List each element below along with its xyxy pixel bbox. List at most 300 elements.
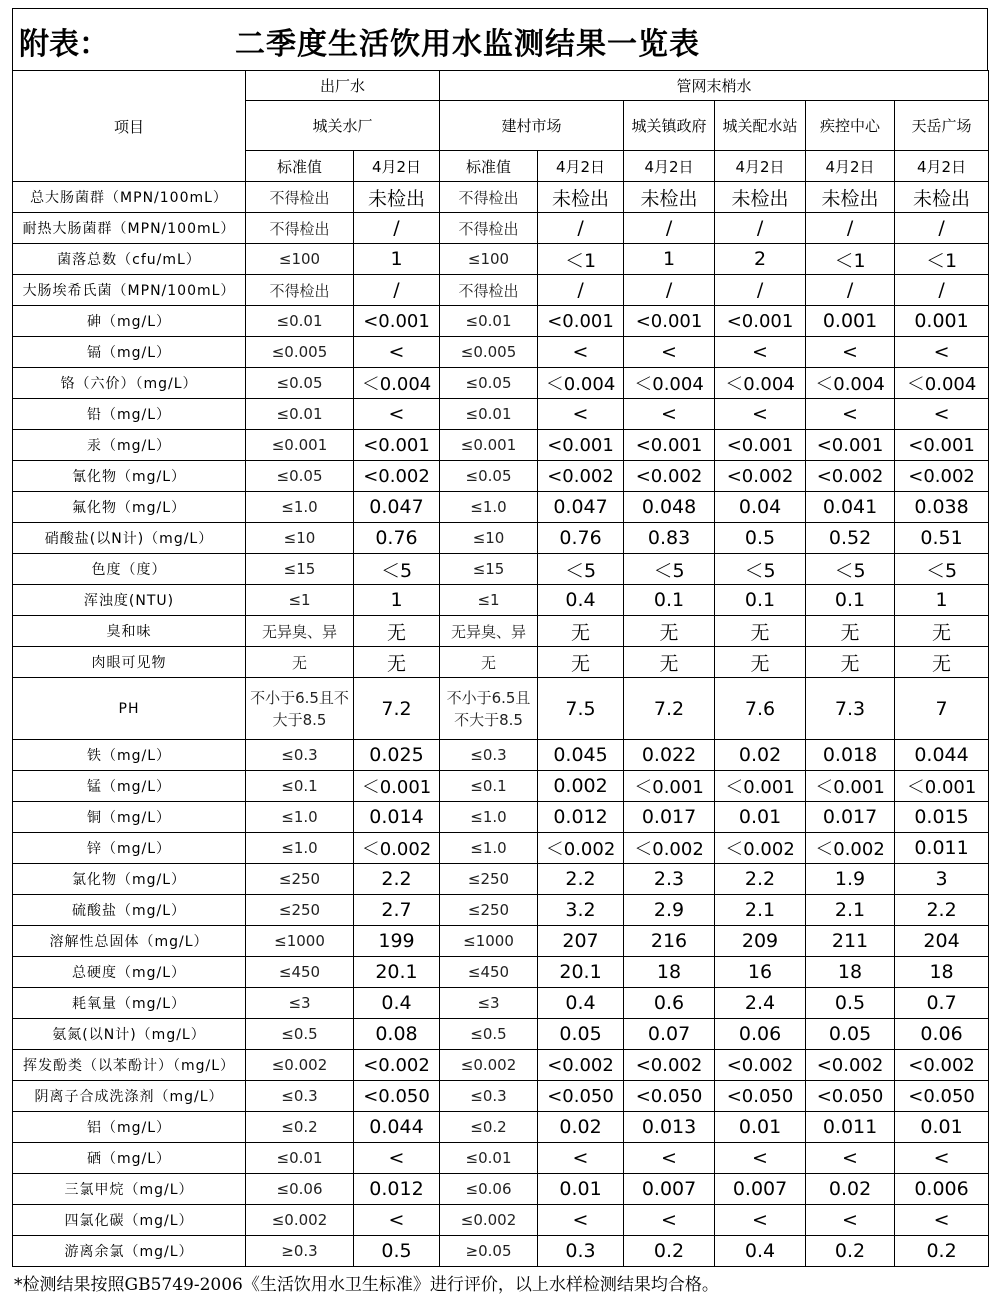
result-site-3: 0.013	[624, 1112, 715, 1143]
result-site-2: 7.5	[538, 678, 624, 740]
result-site-4: 0.1	[715, 585, 806, 616]
result-site-3: <	[624, 1143, 715, 1174]
header-group-factory: 出厂水	[246, 71, 440, 101]
result-site-2: 无	[538, 616, 624, 647]
result-factory: ＜0.002	[354, 833, 440, 864]
result-site-5: <0.002	[806, 1050, 895, 1081]
result-site-5: /	[806, 213, 895, 244]
result-site-6: 未检出	[895, 182, 989, 213]
result-site-5: 0.017	[806, 802, 895, 833]
result-site-3: <0.001	[624, 430, 715, 461]
result-site-5: ＜0.001	[806, 771, 895, 802]
result-site-5: /	[806, 275, 895, 306]
result-site-6: 0.01	[895, 1112, 989, 1143]
standard-network: ≤450	[440, 957, 538, 988]
standard-network: ≤1	[440, 585, 538, 616]
result-site-2: /	[538, 275, 624, 306]
standard-factory: ≤450	[246, 957, 354, 988]
standard-network: 不得检出	[440, 275, 538, 306]
std-header: 标准值	[246, 151, 354, 182]
result-site-6: 0.038	[895, 492, 989, 523]
item-name: 臭和味	[13, 616, 246, 647]
standard-factory: ≤0.005	[246, 337, 354, 368]
item-name: 硫酸盐（mg/L）	[13, 895, 246, 926]
standard-network: ≤3	[440, 988, 538, 1019]
table-row	[13, 430, 989, 461]
result-site-5: <0.001	[806, 430, 895, 461]
table-row	[13, 306, 989, 337]
standard-factory: ≤0.3	[246, 740, 354, 771]
result-site-5: 2.1	[806, 895, 895, 926]
result-site-2: <0.002	[538, 1050, 624, 1081]
item-name: 汞（mg/L）	[13, 430, 246, 461]
standard-factory: ≤0.01	[246, 1143, 354, 1174]
standard-network: ≤250	[440, 864, 538, 895]
standard-factory: ≤0.05	[246, 368, 354, 399]
result-factory: <	[354, 337, 440, 368]
result-site-2: <	[538, 399, 624, 430]
item-name: 铝（mg/L）	[13, 1112, 246, 1143]
result-site-6: ＜1	[895, 244, 989, 275]
result-site-6: 0.001	[895, 306, 989, 337]
result-factory: 2.7	[354, 895, 440, 926]
table-row	[13, 1236, 989, 1267]
item-name: 挥发酚类（以苯酚计）（mg/L）	[13, 1050, 246, 1081]
item-name: 硝酸盐(以N计)（mg/L）	[13, 523, 246, 554]
result-site-4: 2.1	[715, 895, 806, 926]
result-factory: 0.014	[354, 802, 440, 833]
standard-factory: ≤0.5	[246, 1019, 354, 1050]
result-site-5: 211	[806, 926, 895, 957]
result-site-2: <0.001	[538, 306, 624, 337]
result-site-4: 0.4	[715, 1236, 806, 1267]
result-site-6: 0.51	[895, 523, 989, 554]
result-site-4: /	[715, 275, 806, 306]
site-header: 建村市场	[440, 101, 624, 151]
date-header: 4月2日	[715, 151, 806, 182]
result-site-3: 7.2	[624, 678, 715, 740]
standard-network: ≤0.001	[440, 430, 538, 461]
result-factory: <0.050	[354, 1081, 440, 1112]
standard-network: ≤0.3	[440, 740, 538, 771]
result-site-3: 18	[624, 957, 715, 988]
standard-network: ≤0.002	[440, 1050, 538, 1081]
result-site-4: <	[715, 1205, 806, 1236]
result-site-3: <	[624, 399, 715, 430]
result-factory: <	[354, 399, 440, 430]
result-site-2: 0.76	[538, 523, 624, 554]
result-site-4: <0.002	[715, 461, 806, 492]
result-site-6: 204	[895, 926, 989, 957]
result-factory: 0.047	[354, 492, 440, 523]
result-site-3: 216	[624, 926, 715, 957]
result-site-5: 无	[806, 616, 895, 647]
standard-network: ≤0.01	[440, 306, 538, 337]
result-site-5: <	[806, 1205, 895, 1236]
table-row	[13, 678, 989, 740]
standard-network: ≤1.0	[440, 492, 538, 523]
result-site-4: ＜0.004	[715, 368, 806, 399]
standard-network: 不得检出	[440, 182, 538, 213]
result-site-3: <0.001	[624, 306, 715, 337]
table-row	[13, 1174, 989, 1205]
table-row	[13, 647, 989, 678]
result-factory: 无	[354, 616, 440, 647]
result-site-2: 0.002	[538, 771, 624, 802]
standard-network: 不小于6.5且不大于8.5	[440, 678, 538, 740]
result-factory: 199	[354, 926, 440, 957]
result-site-4: 0.01	[715, 802, 806, 833]
result-site-6: <	[895, 337, 989, 368]
table-row	[13, 895, 989, 926]
result-site-4: 2.2	[715, 864, 806, 895]
result-site-5: <	[806, 399, 895, 430]
standard-network: ≤15	[440, 554, 538, 585]
standard-network: ≤250	[440, 895, 538, 926]
result-site-2: 2.2	[538, 864, 624, 895]
result-site-6: 0.2	[895, 1236, 989, 1267]
result-site-6: <0.002	[895, 461, 989, 492]
result-site-4: <0.002	[715, 1050, 806, 1081]
standard-factory: ≤0.002	[246, 1050, 354, 1081]
result-site-4: <0.050	[715, 1081, 806, 1112]
standard-factory: ≤0.001	[246, 430, 354, 461]
result-site-2: 207	[538, 926, 624, 957]
standard-factory: ≤0.01	[246, 399, 354, 430]
result-site-3: 0.2	[624, 1236, 715, 1267]
result-factory: 0.044	[354, 1112, 440, 1143]
result-site-2: 0.045	[538, 740, 624, 771]
result-site-5: <0.050	[806, 1081, 895, 1112]
result-site-6: 0.015	[895, 802, 989, 833]
title-prefix: 附表：	[19, 27, 109, 62]
result-factory: 未检出	[354, 182, 440, 213]
result-site-6: 无	[895, 647, 989, 678]
result-site-4: 2	[715, 244, 806, 275]
standard-network: ≤0.01	[440, 1143, 538, 1174]
item-name: 砷（mg/L）	[13, 306, 246, 337]
result-site-3: ＜0.004	[624, 368, 715, 399]
result-site-2: <0.002	[538, 461, 624, 492]
result-site-2: 0.01	[538, 1174, 624, 1205]
result-site-3: /	[624, 213, 715, 244]
standard-network: ≤10	[440, 523, 538, 554]
result-site-4: 未检出	[715, 182, 806, 213]
result-factory: <	[354, 1143, 440, 1174]
result-site-5: 1.9	[806, 864, 895, 895]
header-row-groups	[13, 71, 989, 101]
result-site-5: 0.1	[806, 585, 895, 616]
result-site-3: <0.002	[624, 461, 715, 492]
result-site-3: ＜0.001	[624, 771, 715, 802]
result-site-3: /	[624, 275, 715, 306]
result-site-4: 无	[715, 647, 806, 678]
standard-network: ≤0.3	[440, 1081, 538, 1112]
standard-network: 无异臭、异	[440, 616, 538, 647]
result-site-5: 0.2	[806, 1236, 895, 1267]
result-site-2: 3.2	[538, 895, 624, 926]
result-site-6: <0.002	[895, 1050, 989, 1081]
result-site-3: 0.017	[624, 802, 715, 833]
result-site-5: <0.002	[806, 461, 895, 492]
item-name: 硒（mg/L）	[13, 1143, 246, 1174]
table-row	[13, 585, 989, 616]
date-header: 4月2日	[624, 151, 715, 182]
result-factory: 0.012	[354, 1174, 440, 1205]
item-name: 铜（mg/L）	[13, 802, 246, 833]
result-site-2: ＜0.002	[538, 833, 624, 864]
result-factory: ＜5	[354, 554, 440, 585]
result-site-6: 18	[895, 957, 989, 988]
result-site-2: <	[538, 1143, 624, 1174]
result-site-5: 未检出	[806, 182, 895, 213]
result-site-6: <0.050	[895, 1081, 989, 1112]
result-site-5: 0.041	[806, 492, 895, 523]
result-site-6: /	[895, 213, 989, 244]
result-factory: <	[354, 1205, 440, 1236]
result-site-6: ＜0.001	[895, 771, 989, 802]
result-site-3: <	[624, 337, 715, 368]
result-factory: /	[354, 213, 440, 244]
result-site-4: <	[715, 337, 806, 368]
result-site-4: 7.6	[715, 678, 806, 740]
result-factory: 1	[354, 244, 440, 275]
standard-network: ≤1.0	[440, 802, 538, 833]
standard-factory: ≥0.3	[246, 1236, 354, 1267]
table-row	[13, 1081, 989, 1112]
table-row	[13, 957, 989, 988]
date-header: 4月2日	[538, 151, 624, 182]
table-row	[13, 213, 989, 244]
result-site-2: 0.05	[538, 1019, 624, 1050]
result-site-4: 0.04	[715, 492, 806, 523]
result-site-2: ＜0.004	[538, 368, 624, 399]
result-site-5: 0.018	[806, 740, 895, 771]
item-name: 耐热大肠菌群（MPN/100mL）	[13, 213, 246, 244]
result-factory: 0.025	[354, 740, 440, 771]
table-row	[13, 244, 989, 275]
standard-factory: ≤15	[246, 554, 354, 585]
result-site-2: <0.001	[538, 430, 624, 461]
result-site-5: 0.5	[806, 988, 895, 1019]
result-site-6: 3	[895, 864, 989, 895]
date-header: 4月2日	[806, 151, 895, 182]
result-site-3: <	[624, 1205, 715, 1236]
date-header: 4月2日	[354, 151, 440, 182]
result-site-5: ＜0.004	[806, 368, 895, 399]
table-row	[13, 1019, 989, 1050]
result-factory: 20.1	[354, 957, 440, 988]
result-site-3: <0.050	[624, 1081, 715, 1112]
result-site-4: <	[715, 1143, 806, 1174]
result-site-3: 0.007	[624, 1174, 715, 1205]
result-factory: <0.002	[354, 1050, 440, 1081]
result-site-3: 0.1	[624, 585, 715, 616]
standard-network: ≤0.005	[440, 337, 538, 368]
result-factory: 2.2	[354, 864, 440, 895]
result-factory: ＜0.004	[354, 368, 440, 399]
site-header: 城关水厂	[246, 101, 440, 151]
result-site-2: <	[538, 1205, 624, 1236]
result-site-6: ＜5	[895, 554, 989, 585]
standard-factory: ≤1.0	[246, 833, 354, 864]
result-site-5: 18	[806, 957, 895, 988]
result-site-4: 0.06	[715, 1019, 806, 1050]
table-row	[13, 740, 989, 771]
header-group-network: 管网末梢水	[440, 71, 989, 101]
result-site-2: 未检出	[538, 182, 624, 213]
result-site-4: 无	[715, 616, 806, 647]
result-site-4: 0.5	[715, 523, 806, 554]
site-header: 天岳广场	[895, 101, 989, 151]
result-site-6: ＜0.004	[895, 368, 989, 399]
table-row	[13, 399, 989, 430]
results-table	[12, 70, 989, 1267]
result-site-2: 0.012	[538, 802, 624, 833]
standard-network: ≤100	[440, 244, 538, 275]
table-row	[13, 1205, 989, 1236]
result-factory: ＜0.001	[354, 771, 440, 802]
result-site-4: 0.01	[715, 1112, 806, 1143]
result-site-5: 0.52	[806, 523, 895, 554]
result-site-6: 2.2	[895, 895, 989, 926]
result-site-4: ＜0.002	[715, 833, 806, 864]
result-site-5: 7.3	[806, 678, 895, 740]
result-site-6: <	[895, 1205, 989, 1236]
standard-factory: ≤1000	[246, 926, 354, 957]
result-site-2: /	[538, 213, 624, 244]
result-factory: <0.001	[354, 430, 440, 461]
standard-factory: ≤0.3	[246, 1081, 354, 1112]
result-site-6: 0.044	[895, 740, 989, 771]
result-site-4: <	[715, 399, 806, 430]
item-name: 色度（度）	[13, 554, 246, 585]
result-site-5: ＜0.002	[806, 833, 895, 864]
site-header: 城关镇政府	[624, 101, 715, 151]
table-row	[13, 771, 989, 802]
result-site-4: ＜5	[715, 554, 806, 585]
standard-factory: 不小于6.5且不大于8.5	[246, 678, 354, 740]
standard-factory: ≤0.2	[246, 1112, 354, 1143]
result-site-3: 无	[624, 647, 715, 678]
standard-network: ≤0.5	[440, 1019, 538, 1050]
standard-factory: ≤0.002	[246, 1205, 354, 1236]
footnote: *检测结果按照GB5749-2006《生活饮用水卫生标准》进行评价，以上水样检测结果均合格。	[14, 1275, 719, 1295]
item-name: PH	[13, 678, 246, 740]
standard-factory: ≤10	[246, 523, 354, 554]
item-name: 氟化物（mg/L）	[13, 492, 246, 523]
result-site-4: ＜0.001	[715, 771, 806, 802]
item-name: 总大肠菌群（MPN/100mL）	[13, 182, 246, 213]
result-site-3: ＜5	[624, 554, 715, 585]
item-name: 锌（mg/L）	[13, 833, 246, 864]
result-factory: 1	[354, 585, 440, 616]
table-row	[13, 988, 989, 1019]
table-row	[13, 926, 989, 957]
result-site-5: ＜1	[806, 244, 895, 275]
site-header: 城关配水站	[715, 101, 806, 151]
standard-factory: ≤0.06	[246, 1174, 354, 1205]
item-name: 耗氧量（mg/L）	[13, 988, 246, 1019]
table-row	[13, 182, 989, 213]
item-name: 三氯甲烷（mg/L）	[13, 1174, 246, 1205]
table-row	[13, 554, 989, 585]
result-site-3: 0.83	[624, 523, 715, 554]
result-site-3: 未检出	[624, 182, 715, 213]
result-site-2: 无	[538, 647, 624, 678]
result-site-2: 0.047	[538, 492, 624, 523]
result-site-4: 209	[715, 926, 806, 957]
result-site-3: 1	[624, 244, 715, 275]
table-row	[13, 275, 989, 306]
table-row	[13, 492, 989, 523]
result-factory: 7.2	[354, 678, 440, 740]
standard-factory: ≤1.0	[246, 492, 354, 523]
result-site-2: 0.3	[538, 1236, 624, 1267]
result-site-5: 0.011	[806, 1112, 895, 1143]
result-site-6: <	[895, 1143, 989, 1174]
result-site-6: 1	[895, 585, 989, 616]
table-row	[13, 337, 989, 368]
standard-factory: ≤250	[246, 864, 354, 895]
result-site-3: 0.022	[624, 740, 715, 771]
result-site-6: 7	[895, 678, 989, 740]
table-row	[13, 1050, 989, 1081]
result-site-5: 0.02	[806, 1174, 895, 1205]
table-row	[13, 616, 989, 647]
result-site-5: 无	[806, 647, 895, 678]
table-row	[13, 864, 989, 895]
result-site-5: 0.05	[806, 1019, 895, 1050]
table-row	[13, 523, 989, 554]
result-site-4: 0.02	[715, 740, 806, 771]
result-site-5: <	[806, 1143, 895, 1174]
date-header: 4月2日	[895, 151, 989, 182]
result-site-6: <0.001	[895, 430, 989, 461]
result-site-4: 16	[715, 957, 806, 988]
result-site-3: 2.3	[624, 864, 715, 895]
page-title: 二季度生活饮用水监测结果一览表	[235, 27, 700, 62]
item-name: 氨氮(以N计)（mg/L）	[13, 1019, 246, 1050]
item-name: 铁（mg/L）	[13, 740, 246, 771]
standard-network: ≤0.1	[440, 771, 538, 802]
item-name: 阴离子合成洗涤剂（mg/L）	[13, 1081, 246, 1112]
standard-network: ≥0.05	[440, 1236, 538, 1267]
result-site-6: 0.011	[895, 833, 989, 864]
result-site-4: <0.001	[715, 430, 806, 461]
standard-factory: ≤0.1	[246, 771, 354, 802]
standard-factory: ≤250	[246, 895, 354, 926]
result-site-6: 0.06	[895, 1019, 989, 1050]
result-site-4: /	[715, 213, 806, 244]
item-name: 菌落总数（cfu/mL）	[13, 244, 246, 275]
result-site-2: 0.4	[538, 988, 624, 1019]
site-header: 疾控中心	[806, 101, 895, 151]
result-site-3: 0.048	[624, 492, 715, 523]
result-site-5: ＜5	[806, 554, 895, 585]
item-name: 大肠埃希氏菌（MPN/100mL）	[13, 275, 246, 306]
result-factory: 0.4	[354, 988, 440, 1019]
standard-factory: 不得检出	[246, 275, 354, 306]
header-item: 项目	[13, 71, 246, 182]
standard-factory: ≤1	[246, 585, 354, 616]
results-body	[13, 182, 989, 1267]
item-name: 总硬度（mg/L）	[13, 957, 246, 988]
result-site-3: 0.07	[624, 1019, 715, 1050]
standard-network: 不得检出	[440, 213, 538, 244]
result-factory: 0.5	[354, 1236, 440, 1267]
result-site-3: <0.002	[624, 1050, 715, 1081]
